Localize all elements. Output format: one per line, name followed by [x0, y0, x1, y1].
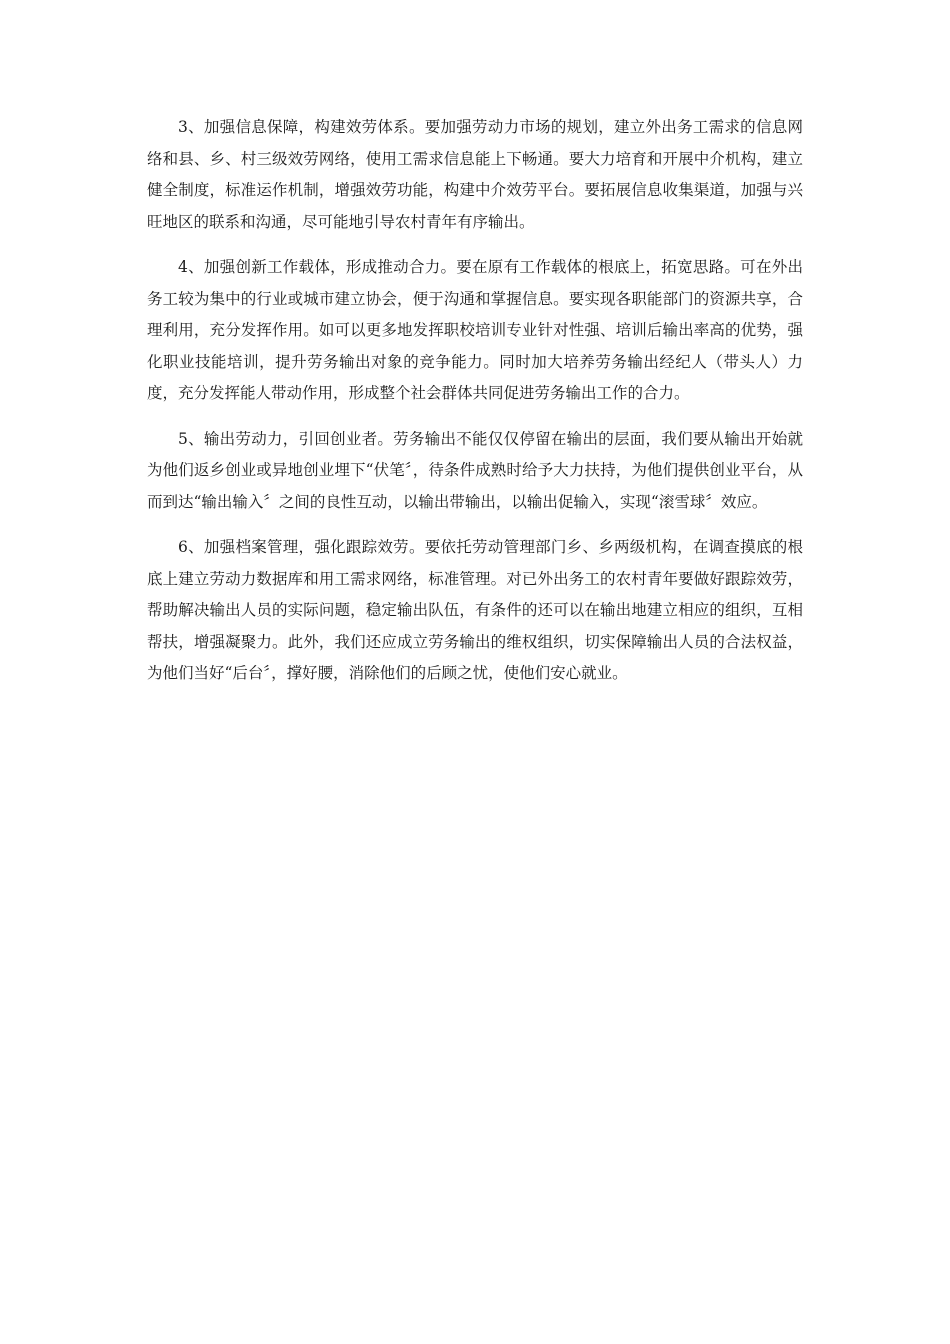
paragraph-4: 4、加强创新工作载体，形成推动合力。要在原有工作载体的根底上，拓宽思路。可在外出务工较为集中的行业或城市建立协会，便于沟通和掌握信息。要实现各职能部门的资源共享，合理利用，充分发挥作用。如可以更多地发挥职校培训专业针对性强、培训后输出率高的优势，强化职业技能培训，提升劳务输出对象的竞争能力。同时加大培养劳务输出经纪人（带头人）力度，充分发挥能人带动作用，形成整个社会群体共同促进劳务输出工作的合力。	[147, 258, 803, 402]
document-body	[147, 112, 803, 704]
paragraph-5: 5、输出劳动力，引回创业者。劳务输出不能仅仅停留在输出的层面，我们要从输出开始就为他们返乡创业或异地创业埋下“伏笔〞，待条件成熟时给予大力扶持，为他们提供创业平台，从而到达“输出输入〞之间的良性互动，以输出带输出，以输出促输入，实现“滚雪球〞效应。	[147, 429, 803, 511]
paragraph-6: 6、加强档案管理，强化跟踪效劳。要依托劳动管理部门乡、乡两级机构，在调查摸底的根底上建立劳动力数据库和用工需求网络，标准管理。对已外出务工的农村青年要做好跟踪效劳，帮助解决输出人员的实际问题，稳定输出队伍，有条件的还可以在输出地建立相应的组织，互相帮扶，增强凝聚力。此外，我们还应成立劳务输出的维权组织，切实保障输出人员的合法权益，为他们当好“后台〞，撑好腰，消除他们的后顾之忧，使他们安心就业。	[147, 538, 803, 682]
paragraph-3: 3、加强信息保障，构建效劳体系。要加强劳动力市场的规划，建立外出务工需求的信息网络和县、乡、村三级效劳网络，使用工需求信息能上下畅通。要大力培育和开展中介机构，建立健全制度，标准运作机制，增强效劳功能，构建中介效劳平台。要拓展信息收集渠道，加强与兴旺地区的联系和沟通，尽可能地引导农村青年有序输出。	[147, 118, 803, 231]
